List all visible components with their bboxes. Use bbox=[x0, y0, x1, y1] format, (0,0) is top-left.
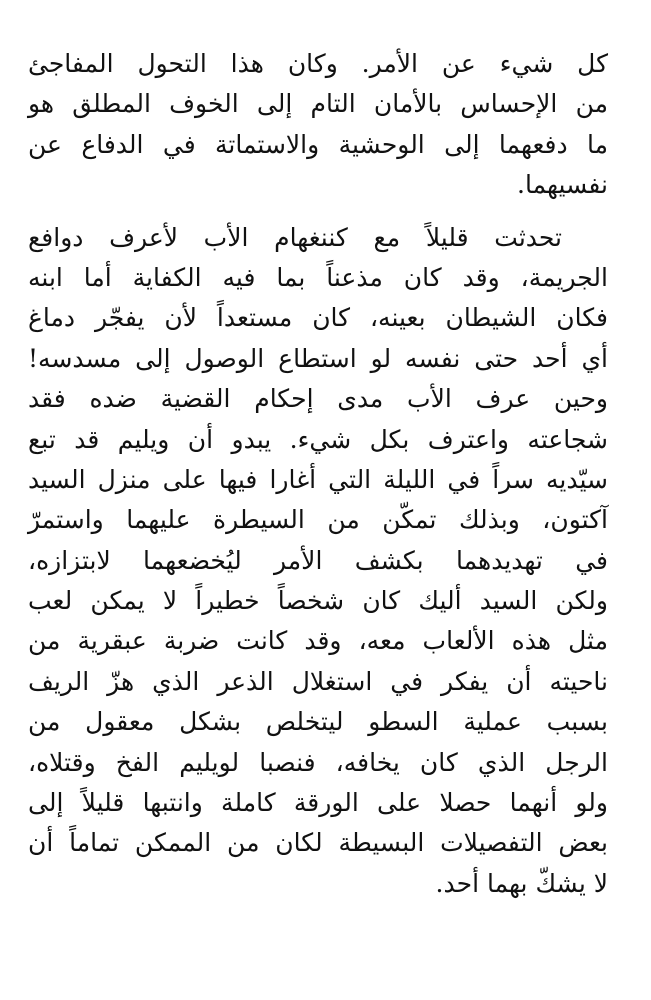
text-line: في تهديدهما بكشف الأمر ليُخضعهما لابتزازه، bbox=[28, 545, 608, 575]
text-line: مثل هذه الألعاب معه، وقد كانت ضربة عبقرية من bbox=[28, 626, 608, 656]
text-line: كل شيء عن الأمر. وكان هذا التحول المفاجئ bbox=[28, 49, 608, 78]
text-line: أي أحد حتى نفسه لو استطاع الوصول إلى مسدسه! bbox=[28, 343, 608, 373]
text-line: سيّديه سراً في الليلة التي أغارا فيها على منزل السيد bbox=[28, 464, 608, 494]
paragraph-2 bbox=[28, 218, 608, 905]
text-line: وحين عرف الأب مدى إحكام القضية ضده فقد bbox=[28, 384, 608, 414]
text-line: تحدثت قليلاً مع كننغهام الأب لأعرف دوافع bbox=[28, 222, 562, 252]
text-line: ناحيته أن يفكر في استغلال الذعر الذي هزّ الريف bbox=[28, 666, 608, 696]
text-line: الرجل الذي كان يخافه، فنصبا لويليم الفخ وقتلاه، bbox=[28, 747, 608, 777]
text-line: بسبب عملية السطو ليتخلص بشكل معقول من bbox=[28, 707, 608, 737]
text-line: ما دفعهما إلى الوحشية والاستماتة في الدفاع عن bbox=[28, 129, 608, 159]
text-line: ولو أنهما حصلا على الورقة كاملة وانتبها قليلاً إلى bbox=[28, 788, 608, 818]
book-page bbox=[28, 44, 608, 904]
text-line: لا يشكّ بهما أحد. bbox=[435, 868, 608, 898]
text-line: بعض التفصيلات البسيطة لكان من الممكن تماماً أن bbox=[28, 828, 608, 858]
text-line: الجريمة، وقد كان مذعناً بما فيه الكفاية أما ابنه bbox=[28, 262, 608, 292]
text-line: شجاعته واعترف بكل شيء. يبدو أن ويليم قد تبع bbox=[28, 424, 608, 454]
text-line: فكان الشيطان بعينه، كان مستعداً لأن يفجّر دماغ bbox=[28, 303, 608, 333]
paragraph-1 bbox=[28, 44, 608, 206]
text-line: ولكن السيد أليك كان شخصاً خطيراً لا يمكن لعب bbox=[28, 586, 608, 616]
text-line: من الإحساس بالأمان التام إلى الخوف المطلق هو bbox=[28, 89, 608, 119]
text-line: آكتون، وبذلك تمكّن من السيطرة عليهما واستمرّ bbox=[28, 505, 608, 535]
text-line: نفسيهما. bbox=[517, 170, 608, 200]
